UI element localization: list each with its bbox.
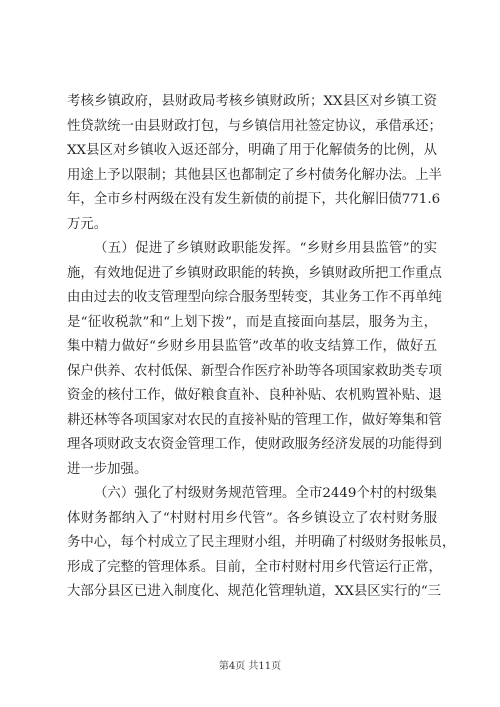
text-line: XX县区对乡镇收入返还部分，明确了用于化解债务的比例，从 (67, 143, 437, 158)
text-line: 是“征收税款”和“上划下拨”，而是直接面向基层，服务为主， (67, 314, 437, 330)
text-line: （五）促进了乡镇财政职能发挥。“乡财乡用县监管”的实 (94, 241, 437, 256)
text-line: （六）强化了村级财务规范管理。全市2449个村的村级集 (94, 486, 437, 501)
text-line: 进一步加强。 (67, 461, 148, 477)
text-line: 大部分县区已进入制度化、规范化管理轨道，XX县区实行的“三 (67, 584, 442, 599)
paragraph-section-six (67, 482, 456, 605)
text-line: 万元。 (67, 216, 108, 232)
page-footer: 第4页 共11页 (218, 661, 282, 672)
text-line: 集中精力做好“乡财乡用县监管”改革的收支结算工作，做好五 (67, 339, 437, 354)
text-line: 体财务都纳入了“村财村用乡代管”。各乡镇设立了农村财务服 (67, 510, 437, 526)
text-line: 年，全市乡村两级在没有发生新债的前提下，共化解旧债771.6 (67, 192, 441, 207)
text-line: 考核乡镇政府，县财政局考核乡镇财政所；XX县区对乡镇工资 (67, 94, 437, 109)
text-line: 形成了完整的管理体系。目前，全市村财村用乡代管运行正常， (67, 559, 442, 575)
text-line: 务中心，每个村成立了民主理财小组，并明确了村级财务报帐员， (67, 535, 456, 550)
paragraph-section-five (67, 237, 442, 482)
text-line: 资金的核付工作，做好粮食直补、良种补贴、农机购置补贴、退 (67, 388, 442, 403)
text-line: 施，有效地促进了乡镇财政职能的转换，乡镇财政所把工作重点 (67, 265, 442, 281)
text-line: 理各项财政支农资金管理工作，使财政服务经济发展的功能得到 (67, 437, 442, 452)
text-line: 耕还林等各项国家对农民的直接补贴的管理工作，做好筹集和管 (67, 412, 442, 428)
text-line: 保户供养、农村低保、新型合作医疗补助等各项国家救助类专项 (67, 363, 442, 379)
body-text (67, 90, 456, 605)
text-line: 性贷款统一由县财政打包，与乡镇信用社签定协议，承借承还； (67, 118, 442, 134)
paragraph-debt-resolution (67, 90, 442, 237)
text-line: 由由过去的收支管理型向综合服务型转变，其业务工作不再单纯 (67, 290, 442, 305)
text-line: 用途上予以限制；其他县区也都制定了乡村债务化解办法。上半 (67, 167, 442, 183)
